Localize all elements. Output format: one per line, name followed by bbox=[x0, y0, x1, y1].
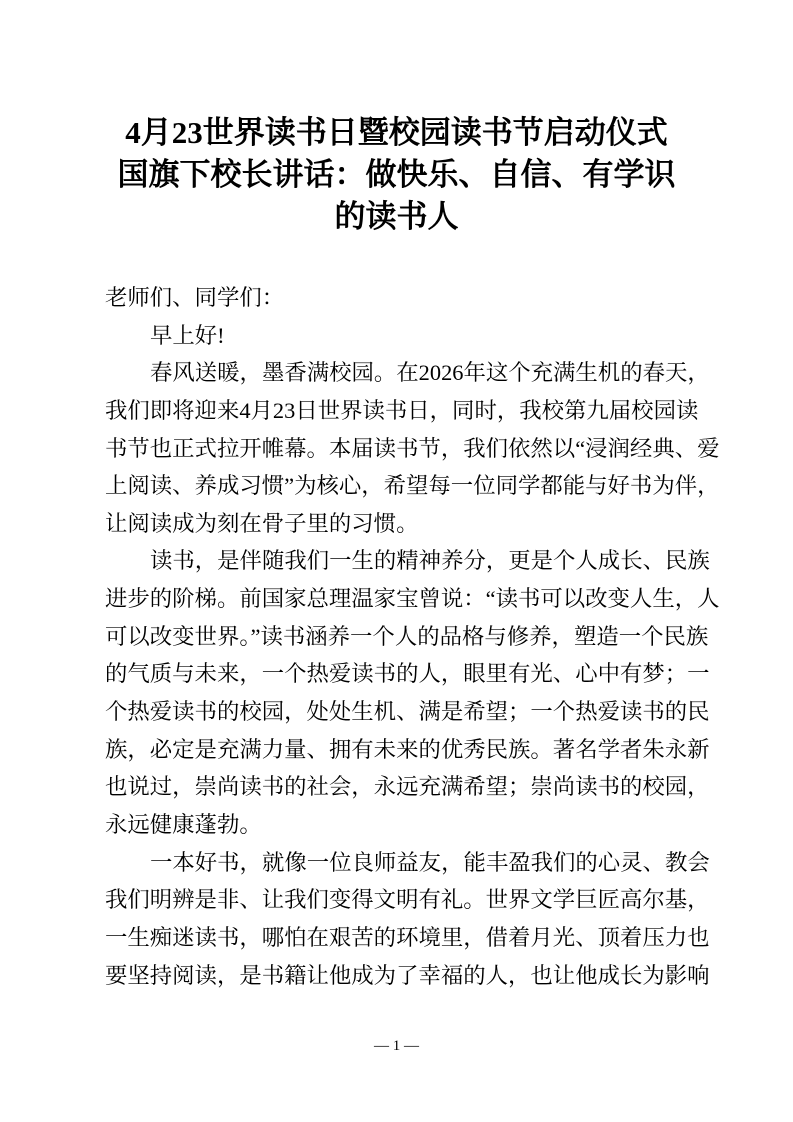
document-title bbox=[60, 112, 733, 238]
paragraph bbox=[105, 354, 720, 542]
text-line: 春风送暖，墨香满校园。在2026年这个充满生机的春天， bbox=[150, 360, 710, 386]
text-line: 可以改变世界。”读书涵养一个人的品格与修养，塑造一个民族 bbox=[105, 623, 709, 649]
text-line: 族，必定是充满力量、拥有未来的优秀民族。著名学者朱永新 bbox=[105, 736, 710, 762]
page-number: — 1 — bbox=[374, 1038, 419, 1054]
title-line: 的读书人 bbox=[334, 199, 459, 234]
paragraph bbox=[105, 542, 720, 843]
text-line: 一本好书，就像一位良师益友，能丰盈我们的心灵、教会 bbox=[150, 849, 710, 875]
title-line: 国旗下校长讲话：做快乐、自信、有学识 bbox=[117, 157, 676, 192]
text-line: 也说过，崇尚读书的社会，永远充满希望；崇尚读书的校园， bbox=[105, 774, 710, 800]
greeting bbox=[105, 317, 693, 355]
text-line: 读书，是伴随我们一生的精神养分，更是个人成长、民族 bbox=[150, 548, 710, 574]
document-body bbox=[105, 279, 720, 994]
text-line: 一生痴迷读书，哪怕在艰苦的环境里，借着月光、顶着压力也 bbox=[105, 924, 710, 950]
text-line: 进步的阶梯。前国家总理温家宝曾说：“读书可以改变人生，人 bbox=[105, 586, 720, 612]
text-line: 永远健康蓬勃。 bbox=[105, 811, 262, 837]
text-line: 书节也正式拉开帷幕。本届读书节，我们依然以“浸润经典、爱 bbox=[105, 435, 720, 461]
text-line: 早上好! bbox=[150, 322, 225, 348]
salutation bbox=[105, 279, 693, 317]
text-line: 老师们、同学们： bbox=[105, 285, 285, 310]
text-line: 上阅读、养成习惯”为核心，希望每一位同学都能与好书为伴， bbox=[105, 473, 720, 499]
text-line: 让阅读成为刻在骨子里的习惯。 bbox=[105, 510, 419, 536]
text-line: 我们即将迎来4月23日世界读书日，同时，我校第九届校园读 bbox=[105, 397, 699, 423]
text-line: 要坚持阅读，是书籍让他成为了幸福的人，也让他成长为影响 bbox=[105, 962, 710, 988]
paragraph bbox=[105, 844, 710, 995]
text-line: 个热爱读书的校园，处处生机、满是希望；一个热爱读书的民 bbox=[105, 699, 710, 725]
text-line: 我们明辨是非、让我们变得文明有礼。世界文学巨匠高尔基， bbox=[105, 887, 710, 913]
title-line: 4月23世界读书日暨校园读书节启动仪式 bbox=[125, 115, 668, 150]
text-line: 的气质与未来，一个热爱读书的人，眼里有光、心中有梦；一 bbox=[105, 661, 710, 687]
